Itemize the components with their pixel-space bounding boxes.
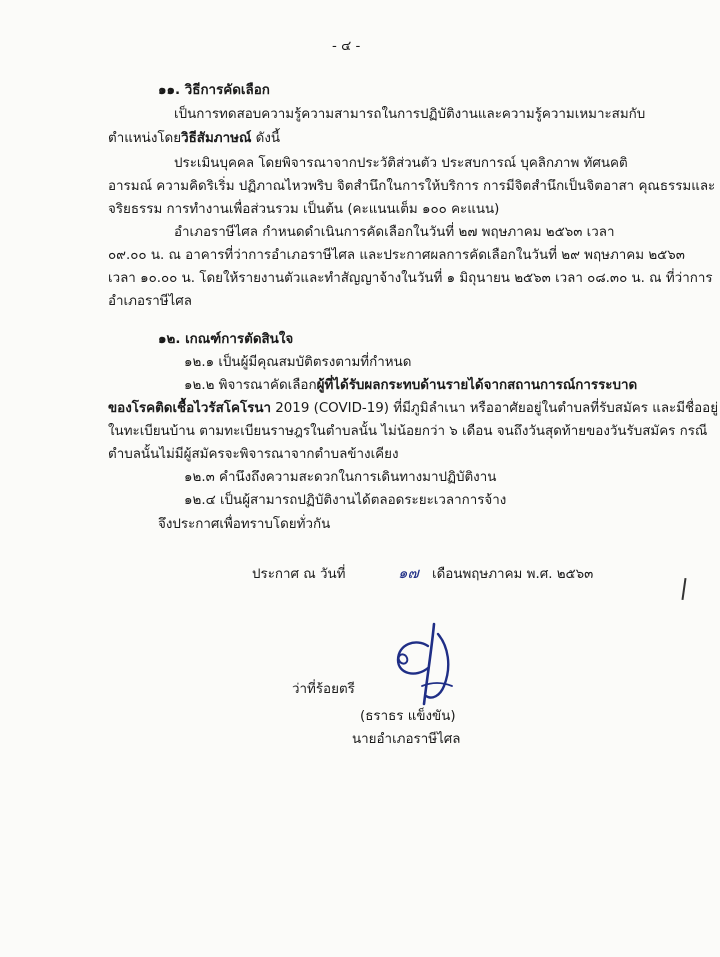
- intro-prefix: ตำแหน่งโดย: [108, 131, 182, 146]
- item2-prefix: ๑๒.๒ พิจารณาคัดเลือก: [184, 378, 317, 393]
- margin-mark: [681, 578, 686, 600]
- announce-day: ๑๗: [398, 564, 419, 582]
- item2-line2-rest: 2019 (COVID-19) ที่มีภูมิลำเนา หรืออาศัยอยู่ในตำบลที่รับสมัคร และมีชื่ออยู่: [271, 401, 719, 416]
- criteria-item-2-line4: ตำบลนั้นไม่มีผู้สมัครจะพิจารณาจากตำบลข้างเคียง: [108, 447, 399, 462]
- signatory-title: นายอำเภอราษีไศล: [352, 732, 461, 747]
- item2-emphasis: ผู้ที่ได้รับผลกระทบด้านรายได้จากสถานการณ์การระบาด: [316, 378, 638, 393]
- announce-prefix: ประกาศ ณ วันที่: [252, 567, 346, 582]
- interview-method: วิธีสัมภาษณ์: [181, 131, 252, 146]
- evaluation-line1: ประเมินบุคคล โดยพิจารณาจากประวัติส่วนตัว ประสบการณ์ บุคลิกภาพ ทัศนคติ: [174, 156, 628, 171]
- criteria-item-2-line1: [184, 377, 637, 395]
- section-11-intro-line1: เป็นการทดสอบความรู้ความสามารถในการปฏิบัติงานและความรู้ความเหมาะสมกับ: [174, 107, 646, 122]
- intro-suffix: ดังนี้: [251, 131, 281, 146]
- schedule-line1: อำเภอราษีไศล กำหนดดำเนินการคัดเลือกในวันที่ ๒๗ พฤษภาคม ๒๕๖๓ เวลา: [174, 225, 615, 240]
- criteria-item-2-line2: [108, 400, 718, 418]
- announce-suffix: เดือนพฤษภาคม พ.ศ. ๒๕๖๓: [432, 567, 594, 582]
- evaluation-line2: อารมณ์ ความคิดริเริ่ม ปฏิภาณไหวพริบ จิตสำนึกในการให้บริการ การมีจิตสำนึกเป็นจิตอาสา คุณธรรมและ: [108, 179, 716, 194]
- page-number: - ๔ -: [332, 39, 361, 54]
- criteria-item-2-line3: ในทะเบียนบ้าน ตามทะเบียนราษฎรในตำบลนั้น ไม่น้อยกว่า ๖ เดือน จนถึงวันสุดท้ายของวันรับสมัคร กรณี: [108, 424, 708, 439]
- criteria-item-4: ๑๒.๔ เป็นผู้สามารถปฏิบัติงานได้ตลอดระยะเวลาการจ้าง: [184, 493, 507, 508]
- signatory-rank: ว่าที่ร้อยตรี: [292, 682, 355, 697]
- schedule-line2: ๐๙.๐๐ น. ณ อาคารที่ว่าการอำเภอราษีไศล และประกาศผลการคัดเลือกในวันที่ ๒๙ พฤษภาคม ๒๕๖๓: [108, 248, 685, 263]
- criteria-item-1: ๑๒.๑ เป็นผู้มีคุณสมบัติตรงตามที่กำหนด: [184, 355, 412, 370]
- item2-emphasis-cont: ของโรคติดเชื้อไวรัสโคโรนา: [108, 401, 272, 416]
- section-11-heading: ๑๑. วิธีการคัดเลือก: [158, 83, 270, 98]
- evaluation-line3: จริยธรรม การทำงานเพื่อส่วนรวม เป็นต้น (คะแนนเต็ม ๑๐๐ คะแนน): [108, 202, 500, 217]
- closing-statement: จึงประกาศเพื่อทราบโดยทั่วกัน: [158, 517, 331, 532]
- criteria-item-3: ๑๒.๓ คำนึงถึงความสะดวกในการเดินทางมาปฏิบัติงาน: [184, 470, 497, 485]
- schedule-line3: เวลา ๑๐.๐๐ น. โดยให้รายงานตัวและทำสัญญาจ้างในวันที่ ๑ มิถุนายน ๒๕๖๓ เวลา ๐๘.๓๐ น. ณ ที่ว่าการ: [108, 271, 713, 286]
- signatory-name: (ธราธร แข็งขัน): [360, 709, 456, 724]
- section-11-intro-line2: [108, 130, 280, 148]
- schedule-line4: อำเภอราษีไศล: [108, 294, 192, 309]
- section-12-heading: ๑๒. เกณฑ์การตัดสินใจ: [158, 332, 294, 347]
